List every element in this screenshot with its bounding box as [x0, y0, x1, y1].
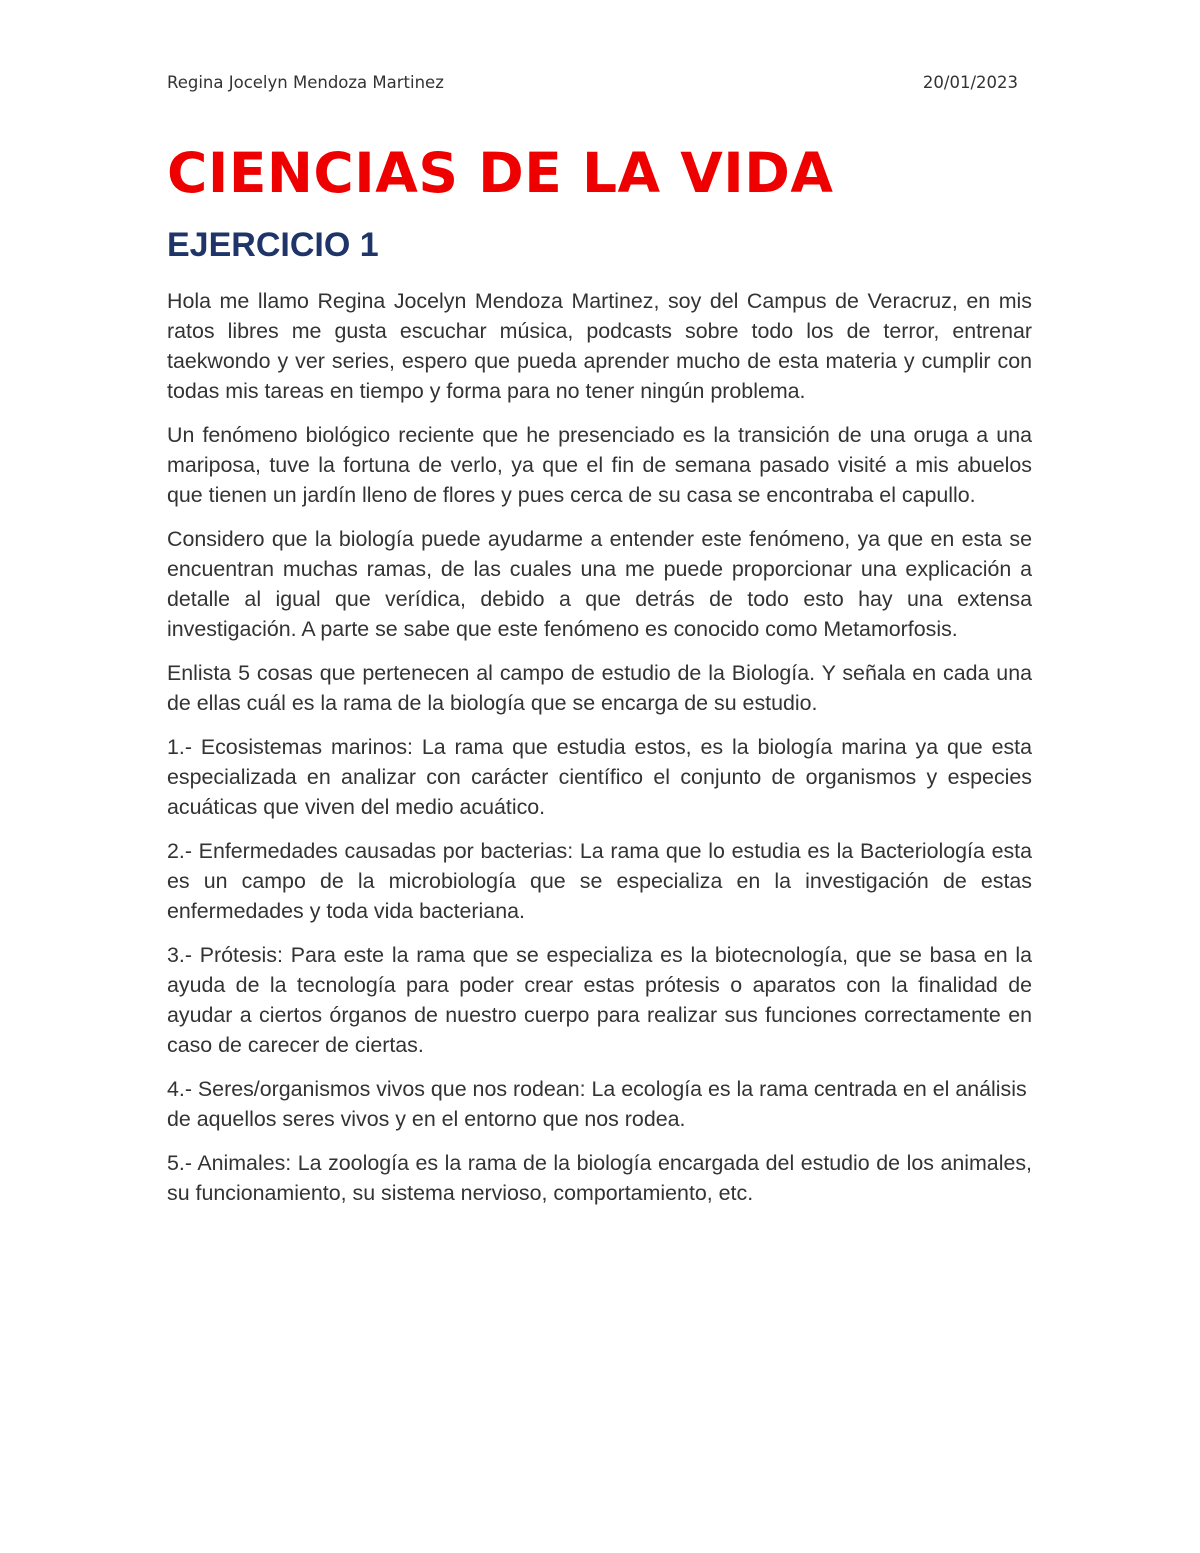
paragraph-fenomeno: Un fenómeno biológico reciente que he presenciado es la transición de una oruga a una mariposa, tuve la fortuna de verlo, ya que el fin de semana pasado visité a mis abuelos que tienen un jardín lleno de flores y pues cerca de su casa se encontraba el capullo.	[167, 423, 1032, 507]
paragraph-intro: Hola me llamo Regina Jocelyn Mendoza Martinez, soy del Campus de Veracruz, en mis ratos libres me gusta escuchar música, podcasts sobre todo los de terror, entrenar taekwondo y ver series, espero que pueda aprender mucho de esta materia y cumplir con todas mis tareas en tiempo y forma para no tener ningún problema.	[167, 289, 1032, 403]
paragraph-enlista: Enlista 5 cosas que pertenecen al campo de estudio de la Biología. Y señala en cada una de ellas cuál es la rama de la biología que se encarga de su estudio.	[167, 661, 1032, 715]
header-author: Regina Jocelyn Mendoza Martinez	[167, 73, 444, 92]
paragraph-biologia: Considero que la biología puede ayudarme a entender este fenómeno, ya que en esta se encuentran muchas ramas, de las cuales una me puede proporcionar una explicación a detalle al igual que verídica, debido a que detrás de todo esto hay una extensa investigación. A parte se sabe que este fenómeno es conocido como Metamorfosis.	[167, 527, 1032, 641]
document-body	[167, 286, 1032, 1222]
list-item-3: 3.- Prótesis: Para este la rama que se especializa es la biotecnología, que se basa en la ayuda de la tecnología para poder crear estas prótesis o aparatos con la finalidad de ayudar a ciertos órganos de nuestro cuerpo para realizar sus funciones correctamente en caso de carecer de ciertas.	[167, 943, 1032, 1057]
document-title: CIENCIAS DE LA VIDA	[167, 141, 834, 205]
list-item-5: 5.- Animales: La zoología es la rama de la biología encargada del estudio de los animales, su funcionamiento, su sistema nervioso, comportamiento, etc.	[167, 1151, 1032, 1205]
exercise-heading: EJERCICIO 1	[167, 226, 379, 264]
page-header	[167, 73, 1018, 99]
list-item-2: 2.- Enfermedades causadas por bacterias: La rama que lo estudia es la Bacteriología esta es un campo de la microbiología que se especializa en la investigación de estas enfermedades y toda vida bacteriana.	[167, 839, 1032, 923]
header-date: 20/01/2023	[922, 73, 1018, 92]
list-item-1: 1.- Ecosistemas marinos: La rama que estudia estos, es la biología marina ya que esta especializada en analizar con carácter científico el conjunto de organismos y especies acuáticas que viven del medio acuático.	[167, 735, 1032, 819]
list-item-4: 4.- Seres/organismos vivos que nos rodean: La ecología es la rama centrada en el análisis de aquellos seres vivos y en el entorno que nos rodea.	[167, 1077, 1027, 1131]
